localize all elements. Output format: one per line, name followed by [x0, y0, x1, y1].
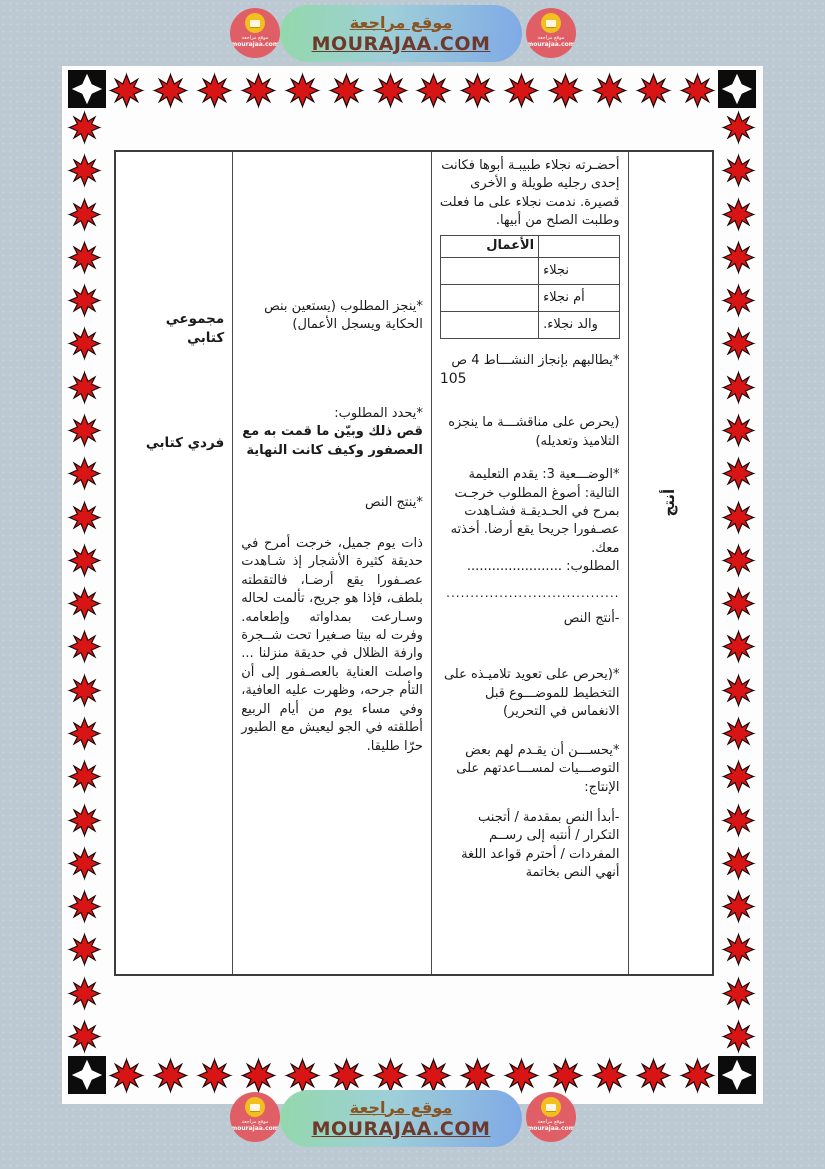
situation-3-text [440, 466, 620, 577]
logo-text-arabic: موقع مراجعة [241, 35, 269, 41]
star-icon [108, 1057, 145, 1094]
star-icon [67, 932, 102, 967]
star-icon [67, 153, 102, 188]
star-icon [547, 1057, 584, 1094]
logo-text-arabic: موقع مراجعة [241, 1119, 269, 1125]
tips-closing: أنهي النص بخاتمة [525, 865, 620, 881]
star-icon [67, 673, 102, 708]
corner-star-icon [68, 1056, 106, 1094]
star-icon [679, 1057, 716, 1094]
star-icon [67, 500, 102, 535]
star-icon [284, 72, 321, 109]
teacher-note-recommendations: *يحســـن أن يقـدم لهم بعض التوصـــيات لمســـاعدتهم على الإنتاج: [456, 742, 620, 795]
star-icon [67, 456, 102, 491]
dotted-fill-line: .................................... [446, 585, 620, 600]
star-icon [196, 1057, 233, 1094]
book-icon [541, 13, 561, 33]
star-icon [721, 932, 756, 967]
logo-text-domain: mourajaa.com [230, 41, 280, 48]
star-icon [635, 72, 672, 109]
star-border-left [66, 110, 103, 1054]
site-logo-icon [230, 8, 280, 58]
star-icon [591, 1057, 628, 1094]
logo-text-arabic: موقع مراجعة [537, 1119, 565, 1125]
star-icon [635, 1057, 672, 1094]
sample-essay-text: ذات يوم جميل، خرجت أمرح في حديقة كثيرة الأشجار إذ شـاهدت عصـفورا يقع أرضـا، فالتقطته بلطف، فإذا هو جريح، تألمت لحاله وسـارعت بمداواته وإطعامه. وفرت له بيتا صـغيرا تحت شــجرة وارفة الظلال في حديقة منزلنا ... واصلت العناية بالعصـفور إلى أن التأم جرحه، وظهرت عليه العافية، وفي مساء يوم من أيام الربيع أطلقته في الجو ليعيش مع الطيور حرّا طليقا. [241, 535, 423, 754]
star-icon [67, 1019, 102, 1054]
star-icon [67, 110, 102, 145]
lesson-table [114, 150, 714, 976]
produce-text-line: -أنتج النص [563, 610, 620, 626]
star-icon [721, 629, 756, 664]
star-icon [67, 543, 102, 578]
table-row [440, 257, 619, 284]
star-icon [721, 889, 756, 924]
star-icon [721, 197, 756, 232]
situation-body: *الوضـــعية 3: يقدم التعليمة التالية: أصوغ المطلوب خرجـت بمرح في الحـديقـة فشـاهدت عصـفورا جريحا يقع أرضا. أخذته معك. [450, 467, 620, 556]
phase-label-produce: أنتج [660, 489, 679, 517]
star-border-bottom [108, 1056, 716, 1094]
star-icon [67, 197, 102, 232]
star-icon [721, 673, 756, 708]
star-icon [721, 976, 756, 1011]
task-define-requirement [241, 405, 423, 460]
book-icon [245, 13, 265, 33]
star-icon [721, 370, 756, 405]
star-icon [67, 283, 102, 318]
task-body: قص ذلك وبيّن ما قمت به مع العصفور وكيف كانت النهاية [242, 424, 423, 458]
writing-tips [440, 809, 620, 883]
star-border-right [720, 110, 757, 1054]
site-logo-icon [230, 1092, 280, 1142]
requirement-line: المطلوب: ....................... [466, 559, 620, 575]
star-icon [240, 72, 277, 109]
logo-text-domain: mourajaa.com [526, 41, 576, 48]
star-border-top [108, 71, 716, 109]
star-icon [459, 1057, 496, 1094]
works-header-cell: الأعمال [440, 235, 538, 257]
site-logo-icon [526, 1092, 576, 1142]
star-icon [67, 413, 102, 448]
star-icon [152, 1057, 189, 1094]
star-icon [67, 846, 102, 881]
star-icon [721, 759, 756, 794]
site-name-arabic: موقع مراجعة [349, 1097, 453, 1117]
star-icon [152, 72, 189, 109]
star-icon [721, 846, 756, 881]
star-icon [284, 1057, 321, 1094]
star-icon [721, 153, 756, 188]
task-title: *يحدد المطلوب: [334, 405, 423, 421]
star-icon [67, 326, 102, 361]
site-domain: MOURAJAA.COM [311, 32, 491, 55]
star-icon [679, 72, 716, 109]
character-cell: والد نجلاء. [539, 311, 619, 338]
star-icon [459, 72, 496, 109]
empty-cell [440, 257, 538, 284]
site-logo-icon [526, 8, 576, 58]
star-icon [67, 629, 102, 664]
table-row [440, 311, 619, 338]
star-icon [721, 1019, 756, 1054]
star-icon [196, 72, 233, 109]
star-icon [721, 240, 756, 275]
star-icon [415, 1057, 452, 1094]
star-icon [372, 72, 409, 109]
star-icon [503, 72, 540, 109]
star-icon [721, 110, 756, 145]
star-icon [721, 456, 756, 491]
star-icon [721, 326, 756, 361]
character-cell: أم نجلاء [539, 284, 619, 311]
teacher-note-discussion: (يحرص على مناقشـــة ما ينجزه التلاميذ وتعديله) [448, 415, 620, 449]
column-pupil-tasks [232, 152, 431, 974]
star-icon [415, 72, 452, 109]
table-row [440, 284, 619, 311]
teacher-note-planning: *(يحرص على تعويد تلاميـذه على التخطيط للموضـــوع قبل الانغماس في التحرير) [443, 667, 620, 720]
star-icon [721, 500, 756, 535]
corner-star-icon [718, 70, 756, 108]
activity-instruction [440, 352, 620, 390]
star-icon [240, 1057, 277, 1094]
character-cell: نجلاء [539, 257, 619, 284]
star-icon [721, 586, 756, 621]
book-icon [245, 1097, 265, 1117]
star-icon [328, 72, 365, 109]
activity-text: *يطالبهم بإنجاز النشـــاط 4 ص [451, 352, 620, 368]
empty-cell [539, 235, 619, 257]
star-icon [67, 240, 102, 275]
logo-text-domain: mourajaa.com [230, 1125, 280, 1132]
star-icon [721, 413, 756, 448]
tips-line: -أبدأ النص بمقدمة / أتجنب التكرار / أنتبه إلى رســم المفردات / أحترم قواعد اللغة [461, 809, 620, 862]
column-work-modality [116, 152, 232, 974]
site-banner-top [280, 5, 522, 62]
site-name-arabic: موقع مراجعة [349, 12, 453, 32]
star-icon [67, 370, 102, 405]
star-icon [503, 1057, 540, 1094]
star-icon [591, 72, 628, 109]
star-icon [721, 716, 756, 751]
modality-group-written: مجموعي كتابي [165, 311, 225, 347]
column-phase-produce [628, 152, 712, 974]
star-icon [547, 72, 584, 109]
activity-page-number: 105 [439, 371, 467, 388]
star-icon [721, 803, 756, 838]
star-icon [67, 889, 102, 924]
task-produce-text: *ينتج النص [364, 495, 423, 511]
modality-individual-written: فردي كتابي [145, 435, 225, 452]
star-icon [328, 1057, 365, 1094]
task-complete-requirement: *ينجز المطلوب (يستعين بنص الحكاية ويسجل الأعمال) [264, 299, 423, 333]
story-intro-text: أحضـرته نجلاء طبيبـة أبوها فكانت إحدى رجليه طويلة و الأخرى قصيرة. ندمت نجلاء على ما فعلت وطلبت الصلح من أبيها. [439, 158, 620, 229]
star-icon [372, 1057, 409, 1094]
star-icon [721, 543, 756, 578]
empty-cell [440, 284, 538, 311]
star-icon [67, 716, 102, 751]
star-icon [108, 72, 145, 109]
corner-star-icon [68, 70, 106, 108]
site-domain: MOURAJAA.COM [311, 1117, 491, 1140]
star-icon [67, 803, 102, 838]
column-teacher-activity [431, 152, 628, 974]
empty-cell [440, 311, 538, 338]
star-icon [67, 759, 102, 794]
star-icon [67, 586, 102, 621]
star-icon [67, 976, 102, 1011]
works-table [440, 235, 620, 339]
corner-star-icon [718, 1056, 756, 1094]
table-row [440, 235, 619, 257]
site-banner-bottom [280, 1090, 522, 1147]
logo-text-arabic: موقع مراجعة [537, 35, 565, 41]
star-icon [721, 283, 756, 318]
book-icon [541, 1097, 561, 1117]
logo-text-domain: mourajaa.com [526, 1125, 576, 1132]
